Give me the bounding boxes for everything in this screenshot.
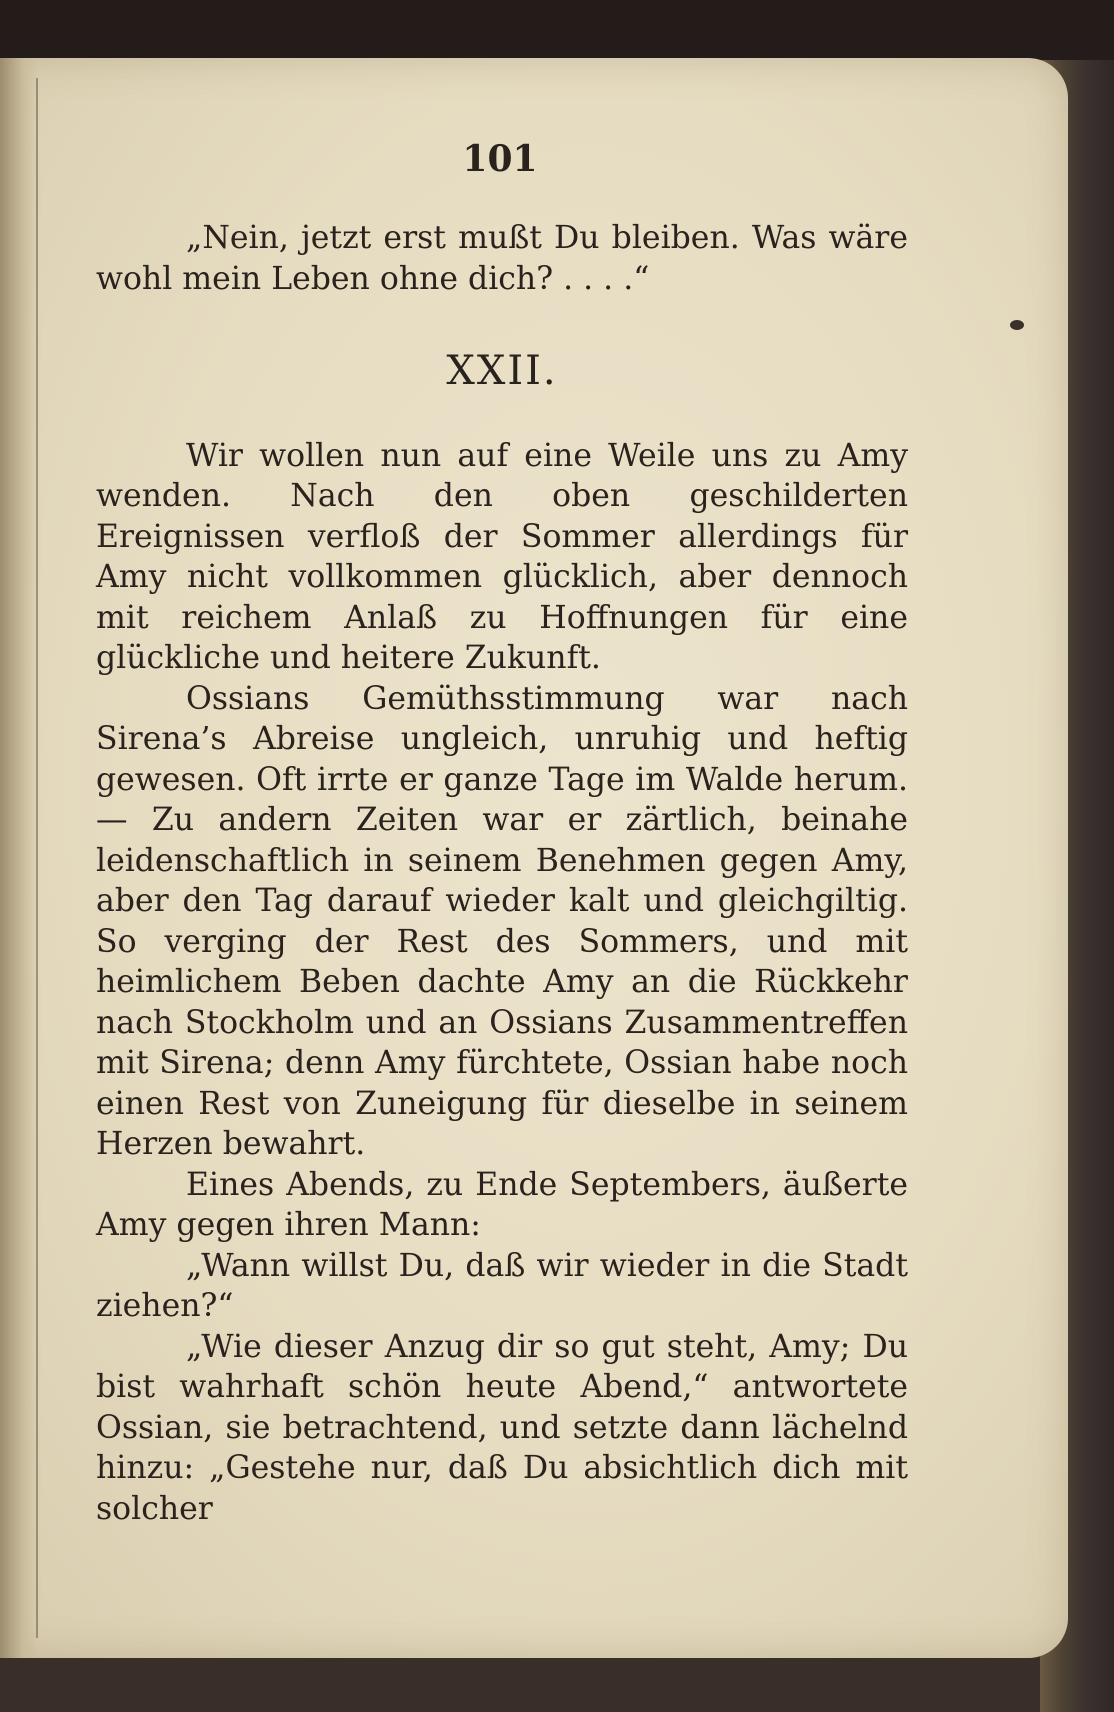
ink-spot (1010, 320, 1024, 330)
page-number: 101 (462, 138, 538, 180)
page-gutter (0, 58, 38, 1658)
page-text (96, 218, 908, 1529)
opening-paragraph: „Nein, jetzt erst mußt Du bleiben. Was wäre wohl mein Leben ohne dich? . . . .“ (96, 220, 908, 297)
chapter-heading: XXII. (446, 348, 558, 394)
paragraph: Eines Abends, zu Ende Septembers, äußerte Amy gegen ihren Mann: (96, 1166, 908, 1243)
gutter-line (36, 78, 38, 1638)
paragraph: „Wie dieser Anzug dir so gut steht, Amy; Du bist wahrhaft schön heute Abend,“ antwortete Ossian, sie betrachtend, und setzte dann lächelnd hinzu: „Gestehe nur, daß Du absichtlich dich mit solcher (96, 1328, 908, 1527)
paragraph: Wir wollen nun auf eine Weile uns zu Amy wenden. Nach den oben geschilderten Ereignissen verfloß der Sommer allerdings für Amy nicht vollkommen glücklich, aber dennoch mit reichem Anlaß zu Hoffnungen für eine glückliche und heitere Zukunft. (96, 437, 908, 676)
paragraph: „Wann willst Du, daß wir wieder in die Stadt ziehen?“ (96, 1247, 908, 1324)
paragraph: Ossians Gemüthsstimmung war nach Sirena’s Abreise ungleich, unruhig und heftig gewesen. Oft irrte er ganze Tage im Walde herum. — Zu andern Zeiten war er zärtlich, beinahe leidenschaftlich in seinem Benehmen gegen Amy, aber den Tag darauf wieder kalt und gleichgiltig. So verging der Rest des Sommers, und mit heimlichem Beben dachte Amy an die Rückkehr nach Stockholm und an Ossians Zusammentreffen mit Sirena; denn Amy fürchtete, Ossian habe noch einen Rest von Zuneigung für dieselbe in seinem Herzen bewahrt. (96, 680, 908, 1162)
book-page (0, 58, 1068, 1658)
